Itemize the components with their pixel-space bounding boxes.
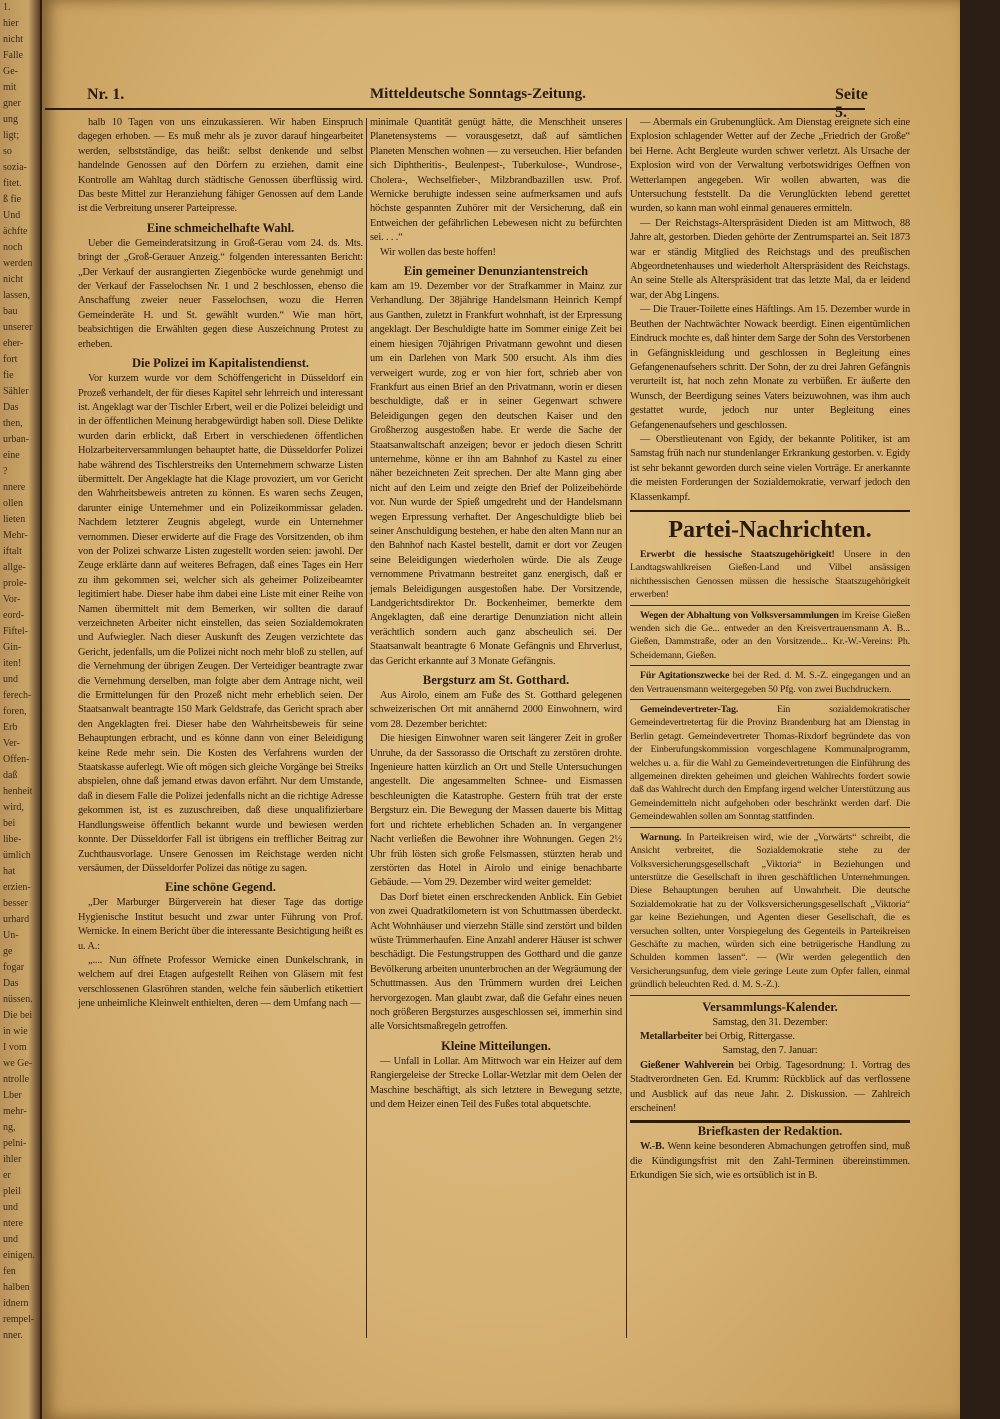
previous-page-fragment: ollen <box>3 498 23 509</box>
page-number: Seite 5. <box>835 86 868 121</box>
body-text: bei Orbig. Tagesordnung: 1. Vortrag des Stadtverordneten Gen. Ed. Krumm: Rückblick auf das verflossene und Ausblick auf das neue Jahr. 2. Diskussion. — Zahlreich erscheinen! <box>630 1059 910 1114</box>
column-rule <box>626 118 627 1338</box>
previous-page-fragment: mehr- <box>3 1106 27 1117</box>
body-text: bei der Red. d. M. S.-Z. eingegangen und an den Vertrauensmann weitergegeben 50 Pfg. von zwei Buchdruckern. <box>630 670 910 695</box>
article-heading: Ein gemeiner Denunziantenstreich <box>403 264 589 279</box>
previous-page-fragment: er <box>3 1170 11 1181</box>
previous-page-fragment: ferech- <box>3 690 32 701</box>
section-heading: Partei-Nachrichten. <box>630 510 910 544</box>
previous-page-fragment: I vom <box>3 1042 27 1053</box>
previous-page-fragment: eher- <box>3 338 24 349</box>
party-notice <box>630 609 910 667</box>
previous-page-fragment: sozia- <box>3 162 27 173</box>
article-paragraph <box>630 1059 910 1117</box>
previous-page-fragment: nnere <box>3 482 26 493</box>
previous-page-fragment: 1. <box>3 2 11 13</box>
lead-text: Metallarbeiter <box>640 1030 703 1042</box>
article-paragraph <box>78 116 363 217</box>
body-text: Ein sozialdemokratischer Gemeindevertretertag für die Provinz Brandenburg hat am Dienstag in Berlin getagt. Gemeindevertreter Thomas-Rixdorf begründete das von der Einberufungskommission vorgeschlagene Kommunalprogramm, welches u. a. für die Wahl zu Gemeindevertretungen die Einführung des allgemeinen direkten geheimen und gleichen Wahlrechts fordert sowie daß das Wahlrecht durch den Empfang irgend welcher Unterstützung aus Gemeindemitteln nicht aufgehoben oder beschränkt werden darf. Die Gemeindewahlen sollen am Sonntag stattfinden. <box>630 704 910 823</box>
issue-number: Nr. 1. <box>87 86 125 103</box>
body-text: Samstag, den 31. Dezember: <box>712 1016 828 1028</box>
previous-page-fragment: Das <box>3 978 19 989</box>
previous-page-fragment: eine <box>3 450 20 461</box>
previous-page-fragment: werden <box>3 258 33 269</box>
column-rule <box>366 118 367 1338</box>
body-text: bei Orbig, Rittergasse. <box>704 1030 795 1042</box>
previous-page-fragment: eord- <box>3 610 25 621</box>
previous-page-fragment: besser <box>3 898 28 909</box>
previous-page-fragment: Die bei <box>3 1010 33 1021</box>
article-paragraph <box>630 303 910 433</box>
article-paragraph <box>630 217 910 303</box>
previous-page-fragment: Vor- <box>3 594 21 605</box>
article-paragraph <box>370 116 622 246</box>
article-paragraph <box>370 891 622 1035</box>
party-notice <box>630 548 910 606</box>
previous-page-fragment: iten! <box>3 658 22 669</box>
previous-page-fragment: in wie <box>3 1026 28 1037</box>
previous-page-fragment: Ver- <box>3 738 21 749</box>
previous-page-fragment: Ge- <box>3 66 18 77</box>
previous-page-fragment: und <box>3 674 18 685</box>
previous-page-fragment: ? <box>3 466 8 477</box>
previous-page-fragment: mit <box>3 82 17 93</box>
lead-text: Wegen der Abhaltung von Volksversammlungen <box>640 609 839 621</box>
lead-text: Erwerbt die hessische Staatszugehörigkeit! <box>640 548 835 560</box>
article-paragraph <box>630 116 910 217</box>
body-text: Das Dorf bietet einen erschreckenden Anblick. Ein Gebiet von zwei Quadratkilometern ist von Schuttmassen überdeckt. Acht Wohnhäuser und vierzehn Ställe sind zerstört und bilden wüste Trümmerhaufen. Eine Anzahl anderer Häuser ist schwer beschädigt. Die Festungstruppen des Gotthard und die ganze Bevölkerung arbeiten ununterbrochen an der Wegräumung der Schuttmassen. Aus den Trümmern wurden drei Leichen hervorgezogen. Man glaubt zwar, daß die Gefahr eines neuen noch größeren Bergsturzes ausgeschlossen sei, immerhin sind alle Vorsichtsmaßregeln getroffen. <box>370 891 622 1033</box>
article-heading: Briefkasten der Redaktion. <box>630 1120 910 1139</box>
body-text: Die hiesigen Einwohner waren seit längerer Zeit in großer Unruhe, da der Sassorasso die Ortschaft zu zerstören drohte. Ingenieure hatten kürzlich an Ort und Stelle Untersuchungen angestellt. Die angesammelten Schnee- und Eismassen beschleunigten die Katastrophe. Gestern früh trat der erste Bergsturz ein. Die Bewegung der Massen dauerte bis Mittag fort und richtete erheblichen Schaden an. In vergangener Nacht verließen die Bewohner ihre Wohnungen. Gegen 2½ Uhr früh lösten sich große Felsmassen, stürzten herab und zerstörten das Hotel in Airolo und einige benachbarte Gebäude. — Vom 29. Dezember wird weiter gemeldet: <box>370 733 622 889</box>
party-notice <box>630 703 910 828</box>
column-2 <box>370 116 622 1112</box>
previous-page-fragment: ächfte <box>3 226 28 237</box>
article-heading: Eine schöne Gegend. <box>165 880 276 895</box>
previous-page-fragment: foren, <box>3 706 27 717</box>
previous-page-fragment: so <box>3 146 12 157</box>
article-paragraph <box>630 1140 910 1183</box>
body-text: „.... Nun öffnete Professor Wernicke einen Dunkelschrank, in welchem auf drei Etagen aufgestellt Reihen von Gläsern mit fest verschlossenen Glasröhren standen, welche fein säuberlich etikettiert jene unheimliche Kleinwelt enthielten, deren — dem Umfang nach — <box>78 954 363 1010</box>
previous-page-fragment: bei <box>3 818 16 829</box>
party-notice <box>630 669 910 700</box>
previous-page-fragment: einigen. <box>3 1250 35 1261</box>
previous-page-fragment: ntere <box>3 1218 23 1229</box>
body-text: Samstag, den 7. Januar: <box>722 1045 818 1057</box>
previous-page-fragment: urhard <box>3 914 30 925</box>
previous-page-fragment: rempel- <box>3 1314 35 1325</box>
previous-page-fragment: ümlich <box>3 850 31 861</box>
calendar-date <box>630 1016 910 1030</box>
article-paragraph <box>78 896 363 954</box>
previous-page-fragment: fogar <box>3 962 25 973</box>
article-paragraph <box>78 372 363 876</box>
article-paragraph <box>370 732 622 890</box>
article-paragraph <box>370 246 622 260</box>
previous-page-fragment: Un- <box>3 930 19 941</box>
article-heading: Die Polizei im Kapitalistendienst. <box>131 356 310 371</box>
body-text: „Der Marburger Bürgerverein hat dieser Tage das dortige Hygienische Institut besucht und zwar unter Führung von Prof. Wernicke. In einem Bericht über die interessante Besichtigung heißt es u. A.: <box>78 897 363 952</box>
body-text: halb 10 Tagen von uns einzukassieren. Wir haben Einspruch dagegen erhoben. — Es muß mehr als je zuvor darauf hingearbeitet werden, selbstständige, das heißt: selbst denkende und selbst handelnde Genossen auf den Dörfern zu erziehen, damit eine Kontrolle am Wahltag durch städtische Genossen überflüssig wird. Das beste Mittel zur Heranziehung fähiger Genossen auf dem Lande ist die Verbreitung unserer Parteipresse. <box>78 117 363 215</box>
page-header <box>45 86 868 121</box>
body-text: Wenn keine besonderen Abmachungen getroffen sind, muß die Kündigungsfrist mit den Zahl-Terminen übereinstimmen. Erkundigen Sie sich, wie es ortsüblich ist in B. <box>630 1141 910 1182</box>
previous-page-fragment: lieten <box>3 514 26 525</box>
previous-page-fragment: ge <box>3 946 13 957</box>
previous-page-fragment: then, <box>3 418 23 429</box>
previous-page-fragment: ihler <box>3 1154 22 1165</box>
previous-page-fragment: erzien- <box>3 882 31 893</box>
previous-page-fragment: libe- <box>3 834 22 845</box>
previous-page-fragment: noch <box>3 242 23 253</box>
previous-page-fragment: Und <box>3 210 21 221</box>
lead-text: Für Agitationszwecke <box>640 670 730 682</box>
body-text: — Abermals ein Grubenunglück. Am Dienstag ereignete sich eine Explosion schlagender Wetter auf der Zeche „Friedrich der Große“ bei Herne. Acht Bergleute wurden schwer verletzt. Als Ursache der Explosion wird von der Verwaltung verbotswidriges Oeffnen von Wetterlampen angegeben. Wir wollen abwarten, was die Untersuchung feststellt. Da die Verunglückten lebend gerettet wurden, so kann man wohl einmal genaueres ermitteln. <box>630 117 910 215</box>
article-paragraph <box>370 1055 622 1113</box>
lead-text: Gemeindevertreter-Tag. <box>640 704 739 716</box>
body-text: — Oberstlieutenant von Egidy, der bekannte Politiker, ist am Samstag früh nach nur stundenlanger Erkrankung gestorben. v. Egidy ist sehr bekannt geworden durch seine vielen Vorträge. Er anerkannte die meisten Forderungen der Sozialdemokratie, verwarf jedoch den Klassenkampf. <box>630 433 910 503</box>
previous-page-fragment: Lber <box>3 1090 22 1101</box>
previous-page-fragment: pleil <box>3 1186 21 1197</box>
previous-page-fragment: ß fie <box>3 194 22 205</box>
previous-page-fragment: fitet. <box>3 178 22 189</box>
previous-page-fragment: idnern <box>3 1298 29 1309</box>
previous-page-fragment: urban- <box>3 434 30 445</box>
previous-page-fragment: nicht <box>3 274 23 285</box>
previous-page-fragment: Sähler <box>3 386 29 397</box>
previous-page-fragment: halben <box>3 1282 30 1293</box>
article-paragraph <box>630 1030 910 1044</box>
previous-page-fragment: Offen- <box>3 754 30 765</box>
previous-page-edge <box>0 0 40 1419</box>
previous-page-fragment: nüssen. <box>3 994 33 1005</box>
previous-page-fragment: hat <box>3 866 16 877</box>
party-notice <box>630 831 910 996</box>
previous-page-fragment: fort <box>3 354 18 365</box>
calendar-date <box>630 1044 910 1058</box>
previous-page-fragment: daß <box>3 770 18 781</box>
body-text: Vor kurzem wurde vor dem Schöffengericht in Düsseldorf ein Prozeß verhandelt, der für dieses Kapitel sehr lehrreich und interessant ist. Angeklagt war der Tischler Erbert, weil er die Polizei beleidigt und in der öffentlichen Meinung herabgewürdigt haben soll. Diese Delikte wurden darin erblickt, daß Erbert in verschiedenen öffentlichen Holzarbeiterversammlungen behauptet hatte, die Düsseldorfer Polizei habe während des Tischlerstreiks den Unternehmern schwarze Listen übermittelt. Der Angeklagte hat die Klage provoziert, um vor Gericht den Wahrheitsbeweis antreten zu können. Es waren sechs Zeugen, darunter einige Unternehmer und ein Polizeikommissar geladen. Nachdem letzterer Zeugnis abgelegt, wurde ein Unternehmer vernommen. Dieser erwiderte auf die Frage des Vorsitzenden, ob ihm von der Polizei schwarze Listen zugestellt worden seien: jawohl. Der Zeuge erklärte dann auf weiteres Befragen, daß eines Tages ein Herr zu ihm gekommen sei, welcher sich als geheimer Polizeibeamter legitimiert habe. Dieser habe ihm dabei eine Liste mit einer Reihe von Namen übermittelt mit dem Bemerken, wir sollten die darauf verzeichneten Arbeiter nicht einstellen, das seien Sozialdemokraten und Aufwiegler. Nach dieser Auskunft des Zeugen verzichtete das Gericht, jedenfalls, um die Polizei nicht noch mehr bloß zu stellen, auf die Vernehmung der übrigen Zeugen. Der Verteidiger beantragte zwar die Vernehmung derselben, man folgte aber dem Antrage nicht, weil die Ermittelungen für den Prozeß nicht mehr erheblich seien. Der Staatsanwalt beantragte 150 Mark Geldstrafe, das Gericht sprach aber den Angeklagten frei. Dieser habe den Wahrheitsbeweis für seine Behauptungen erbracht, und es könne dann von einer Beleidigung keine Rede mehr sein. Die Kosten des Verfahrens wurden der Staatskasse auferlegt. Wie oft mögen sich gleiche Vorgänge bei Streiks abspielen, ohne daß jemand etwas davon erfährt. Nur dem Umstande, daß in diesem Falle die Polizei jedenfalls nicht an die richtige Adresse gekommen ist, ist es zuzuschreiben, daß diese unqualifizierbare Handlungsweise öffentlich bekannt wurde und bewiesen werden konnte. Der Düsseldorfer Fall ist übrigens ein trefflicher Beitrag zur Zuchthausvorlage. Unsere Genossen im Reichstage werden nicht versäumen, der Düsseldorfer Polizei das nötige zu sagen. <box>78 373 363 874</box>
previous-page-fragment: hier <box>3 18 19 29</box>
previous-page-fragment: lassen, <box>3 290 30 301</box>
previous-page-fragment: fen <box>3 1266 16 1277</box>
previous-page-fragment: ng, <box>3 1122 16 1133</box>
previous-page-fragment: ung <box>3 114 18 125</box>
previous-page-fragment: Gin- <box>3 642 22 653</box>
previous-page-fragment: gner <box>3 98 21 109</box>
body-text: — Unfall in Lollar. Am Mittwoch war ein Heizer auf dem Rangiergeleise der Strecke Lollar-Wetzlar mit dem Oelen der Maschine beschäftigt, als sich letztere in Bewegung setzte, und dem Heizer einen Teil des Fußes total abquetschte. <box>370 1055 622 1110</box>
article-heading: Versammlungs-Kalender. <box>702 999 838 1014</box>
previous-page-fragment: Mehr- <box>3 530 28 541</box>
previous-page-fragment: bau <box>3 306 18 317</box>
article-paragraph <box>78 954 363 1012</box>
previous-page-fragment: prole- <box>3 578 27 589</box>
previous-page-fragment: Erb <box>3 722 18 733</box>
previous-page-fragment: Fiftel- <box>3 626 28 637</box>
lead-text: W.-B. <box>640 1141 665 1153</box>
previous-page-fragment: allge- <box>3 562 26 573</box>
previous-page-fragment: nicht <box>3 34 23 45</box>
previous-page-fragment: we Ge- <box>3 1058 33 1069</box>
body-text: In Parteikreisen wird, wie der „Vorwärts“ schreibt, die Ansicht verbreitet, die Sozialdemokratie stehe zu der Volksversicherungsgesellschaft „Viktoria“ in Beziehungen und unterstütze die Gesellschaft in ihren geschäftlichen Unternehmungen. Diese Behauptungen beruhen auf Unwahrheit. Die deutsche Sozialdemokratie hat zu der Volksversicherungsgesellschaft „Viktoria“ gar keine Beziehungen, und Agenten dieser Gesellschaft, die es versuchen sollten, unter Vorspiegelung des Gegenteils in Parteikreisen Geschäfte zu machen, würden sich eine betrügerische Handlung zu Schulden kommen lassen“. — (Wir werden gelegentlich den Versicherungsunfug, dem viele geringe Leute zum Opfer fallen, einmal gründlich beleuchten Red. d. M. S.-Z.). <box>630 831 910 991</box>
previous-page-fragment: fie <box>3 370 14 381</box>
previous-page-fragment: Das <box>3 402 19 413</box>
previous-page-fragment: und <box>3 1202 18 1213</box>
previous-page-fragment: ligt; <box>3 130 20 141</box>
column-1 <box>78 116 363 1012</box>
previous-page-fragment: henheit <box>3 786 33 797</box>
body-text: Ueber die Gemeinderatsitzung in Groß-Gerau vom 24. ds. Mts. bringt der „Groß-Gerauer Anzeig.“ folgenden interessanten Bericht: „Der Verkauf der ausrangierten Ziegenböcke wurde genehmigt und der Verkauf der Fasselochsen Nr. 1 und 2 beschlossen, ebenso die Anschaffung zweier neuer Fasselochsen, wozu die Herren Gemeinderäte H. und St. gewählt wurden.“ Wie man hört, beabsichtigen die Erwählten gegen diese Auszeichnung Protest zu erheben. <box>78 237 363 350</box>
body-text: — Der Reichstags-Alterspräsident Dieden ist am Mittwoch, 88 Jahre alt, gestorben. Dieden gehörte der Zentrumspartei an. Seit 1873 war er ständig Mitglied des Reichstags und des preußischen Abgeordnetenhauses und wiederholt Alterspräsident des Reichstags. An seine Stelle als Alterspräsident trat das letzte Mal, da er leidend war, der Abg Lingens. <box>630 217 910 301</box>
body-text: Wir wollen das beste hoffen! <box>380 246 496 258</box>
previous-page-fragment: ntrolle <box>3 1074 30 1085</box>
previous-page-fragment: wird, <box>3 802 24 813</box>
article-heading: Eine schmeichelhafte Wahl. <box>146 220 295 235</box>
previous-page-fragment: Falle <box>3 50 23 61</box>
body-text: im Kreise Gießen wenden sich die Ge... entweder an den Kreisvertrauensmann A. B... Gießen, Dammstraße, oder an den Vorsitzende... Kr.-W.-Vereins: Ph. Scheidemann, Gießen. <box>630 609 910 661</box>
article-paragraph <box>78 237 363 352</box>
column-3 <box>630 116 910 1184</box>
article-paragraph <box>370 280 622 669</box>
previous-page-fragment: pelni- <box>3 1138 27 1149</box>
body-text: — Die Trauer-Toilette eines Häftlings. Am 15. Dezember wurde in Beuthen der Nachtwächter Nowack beerdigt. Einen eigentümlichen Eindruck mochte es, daß hinter dem Sarge der Sohn des Verstorbenen in Gefängniskleidung und geschlossen in Begleitung eines Gefangenenaufsehers schritt. Der Sohn, der zu drei Jahren Gefängnis verurteilt ist, hat noch zehn Monate zu verbüßen. Er äußerte den Wunsch, der Beerdigung seines Vaters beizuwohnen, was ihm auch gestattet wurde, jedoch nur unter Begleitung eines Gefangenenaufsehers und geschlossen. <box>630 304 910 431</box>
previous-page-fragment: nner. <box>3 1330 23 1341</box>
body-text: kam am 19. Dezember vor der Strafkammer in Mainz zur Verhandlung. Der 38jährige Handelsmann Heinrich Kempf aus Ganthen, zuletzt in Frankfurt wohnhaft, ist der Erpressung angeklagt. Der Beschuldigte hatte im Sommer einige Zeit bei einem hiesigen 70jährigen Privatmann gewohnt und diesen um ein Darlehen von Mark 500 ersucht. Als ihm dies verweigert wurde, zog er von hier fort, schrieb aber von Frankfurt aus einen Brief an den Privatmann, worin er diesen beschuldigte, daß er in seiner Gegenwart schwere Beleidigungen gegen den deutschen Kaiser und den Großherzog ausgestoßen habe. Er werde die Sache der Staatsanwaltschaft anzeigen; bevor er jedoch diesen Schritt unternehme, könne er ihn am Bahnhof zu Kastel zu einer näher bezeichneten Zeit sprechen. Der alte Mann ging aber nicht auf den Leim und zeigte den Brief der Polizeibehörde vor. Nun wurde der Spieß umgedreht und der Handelsmann wegen Erpressung verhaftet. Der Angeschuldigte blieb bei seiner Anschuldigung bestehen, er habe den alten Mann nur an den Bahnhof nach Kastel bestellt, damit er dort vor Zeugen seine Beleidigungen wiederholen würde. Die als Zeuge vernommene Privatmann bestreitet ganz energisch, daß er jemals Beleidigungen ausgestoßen habe. Der Vorsitzende, Landgerichtsdirektor Dr. Bockenheimer, bemerkte dem Angeklagten, daß eine derartige Denunziation nicht allein verächtlich sondern auch ganz abscheulich sei. Der Staatsanwalt beantragte 6 Monate Gefängnis und Ehrverlust, das Gericht erkannte auf 3 Monate Gefängnis. <box>370 281 622 667</box>
scan-background <box>960 0 1000 1419</box>
article-paragraph <box>630 433 910 505</box>
article-heading: Bergsturz am St. Gotthard. <box>422 673 570 688</box>
lead-text: Gießener Wahlverein <box>640 1059 734 1071</box>
lead-text: Warnung. <box>640 831 682 843</box>
previous-page-fragment: iftalt <box>3 546 22 557</box>
newspaper-title: Mitteldeutsche Sonntags-Zeitung. <box>370 86 586 102</box>
body-text: Aus Airolo, einem am Fuße des St. Gotthard gelegenen schweizerischen Ort mit annähernd 2000 Einwohnern, wird vom 28. Dezember berichtet: <box>370 690 622 730</box>
body-text: Unsere in den Landtagswahlkreisen Gießen-Land und Vilbel ansässigen nichthessischen Genossen müssen die hessische Staatszugehörigkeit erwerben! <box>630 548 910 601</box>
previous-page-fragment: und <box>3 1234 18 1245</box>
body-text: minimale Quantität genügt hätte, die Menschheit unseres Planetensystems — vorausgesetzt, daß auf sämtlichen Planeten Menschen wohnen — zu verseuchen. Hier befanden sich Diphtheritis-, Beulenpest-, Tuberkulose-, Wundrose-, Cholera-, Wechselfieber-, Milzbrandbazillen usw. Prof. Wernicke beruhigte indessen seine aufmerksamen und aufs höchste gespannten Zuhörer mit der Versicherung, daß ein Entweichen der gefährlichen Lebewesen nicht zu befürchten sei. . . .“ <box>370 117 622 244</box>
previous-page-fragment: unserer <box>3 322 33 333</box>
article-paragraph <box>370 689 622 732</box>
article-heading: Kleine Mitteilungen. <box>441 1038 551 1053</box>
